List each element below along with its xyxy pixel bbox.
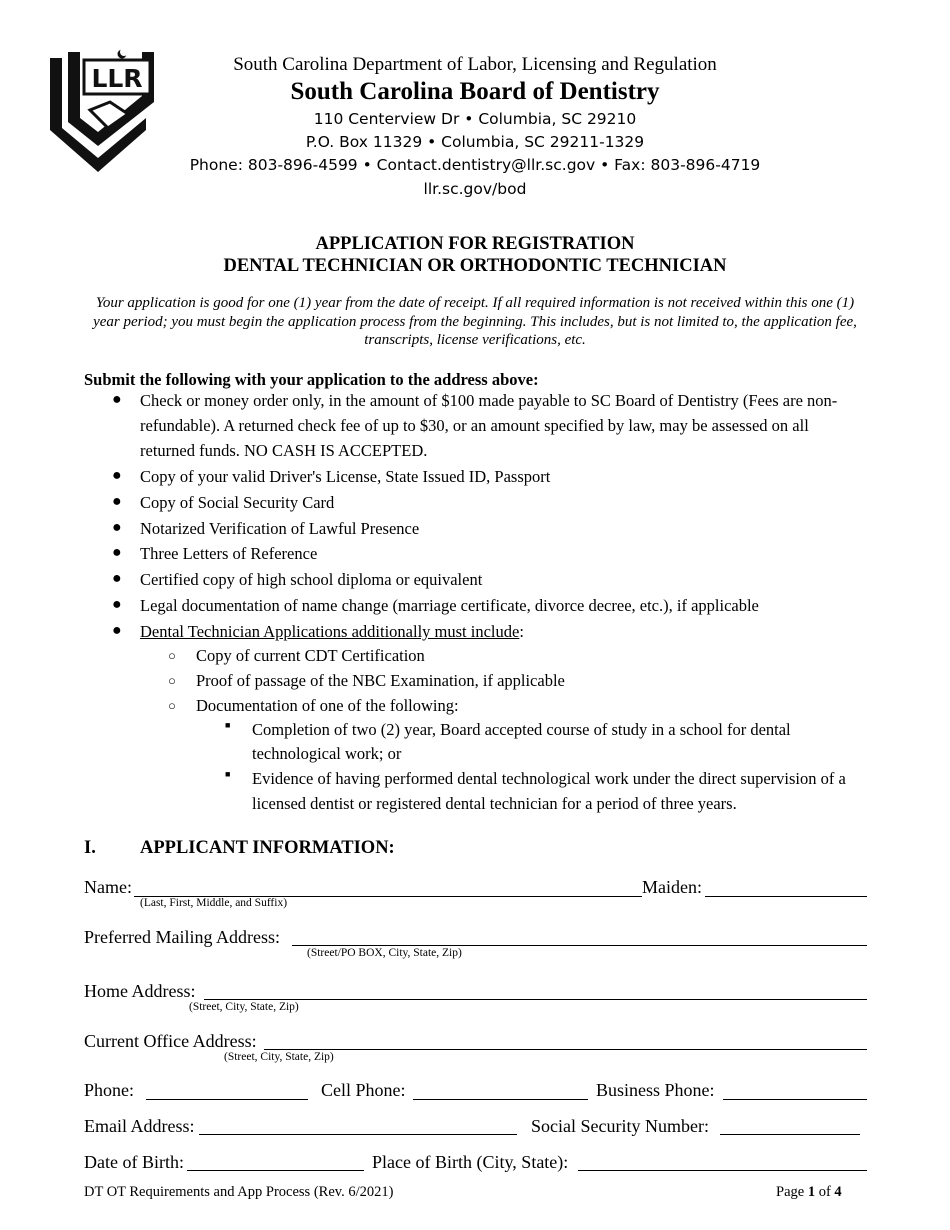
bullet-icon: ●	[112, 570, 122, 587]
sub-item-cdt: Copy of current CDT Certification	[196, 646, 425, 665]
phone-label: Phone:	[84, 1080, 135, 1100]
po-box-address: P.O. Box 11329 • Columbia, SC 29211-1329	[305, 133, 645, 151]
business-phone-field[interactable]	[723, 1099, 867, 1100]
list-item-diploma: Certified copy of high school diploma or equivalent	[140, 570, 483, 589]
section-number: I.	[84, 838, 96, 858]
office-address-hint: (Street, City, State, Zip)	[224, 1051, 334, 1063]
website-link[interactable]: llr.sc.gov/bod	[423, 180, 527, 198]
home-address-label: Home Address:	[84, 981, 196, 1001]
list-item-references: Three Letters of Reference	[140, 544, 318, 563]
pob-field[interactable]	[578, 1170, 867, 1171]
footer-revision: DT OT Requirements and App Process (Rev. 6/2021)	[84, 1184, 394, 1200]
list-item-ss-card: Copy of Social Security Card	[140, 493, 335, 512]
subsub-item-experience-line-1: Evidence of having performed dental technological work under the direct supervision of a	[252, 769, 846, 788]
office-address-field[interactable]	[264, 1049, 867, 1050]
phone-field[interactable]	[146, 1099, 308, 1100]
section-title: APPLICANT INFORMATION:	[140, 838, 395, 858]
business-phone-label: Business Phone:	[596, 1080, 715, 1100]
mailing-address-field[interactable]	[292, 945, 867, 946]
subsub-item-experience-line-2: licensed dentist or registered dental technician for a period of three years.	[252, 794, 737, 813]
cell-phone-label: Cell Phone:	[321, 1080, 406, 1100]
circle-bullet-icon: ○	[168, 698, 176, 713]
page-of: of	[818, 1184, 831, 1200]
bullet-icon: ●	[112, 596, 122, 613]
ssn-label: Social Security Number:	[531, 1116, 709, 1136]
bullet-icon: ●	[112, 622, 122, 639]
cell-phone-field[interactable]	[413, 1099, 588, 1100]
list-item-fee-line-1: Check or money order only, in the amount of $100 made payable to SC Board of Dentistry (Fees are non-	[140, 391, 838, 410]
bullet-icon: ●	[112, 467, 122, 484]
list-item-fee-line-3: returned funds. NO CASH IS ACCEPTED.	[140, 441, 428, 460]
dental-tech-colon: :	[519, 622, 524, 641]
title-line-1: APPLICATION FOR REGISTRATION	[315, 234, 635, 254]
logo-text: LLR	[91, 64, 143, 93]
home-address-hint: (Street, City, State, Zip)	[189, 1001, 299, 1013]
maiden-label: Maiden:	[642, 877, 702, 897]
square-bullet-icon: ■	[225, 769, 231, 779]
subsub-item-course-line-2: technological work; or	[252, 744, 402, 763]
home-address-field[interactable]	[204, 999, 867, 1000]
page-indicator	[776, 1184, 842, 1201]
maiden-field[interactable]	[705, 896, 867, 897]
pob-label: Place of Birth (City, State):	[372, 1152, 569, 1172]
list-item-lawful-presence: Notarized Verification of Lawful Presence	[140, 519, 420, 538]
list-item-name-change: Legal documentation of name change (marriage certificate, divorce decree, etc.), if applicable	[140, 596, 759, 615]
name-hint: (Last, First, Middle, and Suffix)	[140, 897, 288, 909]
sub-item-documentation: Documentation of one of the following:	[196, 696, 459, 715]
bullet-icon: ●	[112, 544, 122, 561]
list-item-fee-line-2: refundable). A returned check fee of up to $30, or an amount specified by law, may be assessed on all	[140, 416, 809, 435]
list-item-dental-tech	[140, 619, 524, 644]
sub-item-nbc: Proof of passage of the NBC Examination, if applicable	[196, 671, 565, 690]
name-label: Name:	[84, 877, 132, 897]
email-field[interactable]	[199, 1134, 517, 1135]
department-name: South Carolina Department of Labor, Licensing and Regulation	[233, 54, 717, 75]
board-name: South Carolina Board of Dentistry	[290, 78, 660, 105]
contact-line: Phone: 803-896-4599 • Contact.dentistry@llr.sc.gov • Fax: 803-896-4719	[189, 156, 761, 174]
submit-heading: Submit the following with your application to the address above:	[84, 370, 539, 389]
mailing-address-hint: (Street/PO BOX, City, State, Zip)	[307, 947, 462, 959]
list-item-id: Copy of your valid Driver's License, State Issued ID, Passport	[140, 467, 551, 486]
office-address-label: Current Office Address:	[84, 1031, 257, 1051]
email-label: Email Address:	[84, 1116, 195, 1136]
dob-label: Date of Birth:	[84, 1152, 184, 1172]
street-address: 110 Centerview Dr • Columbia, SC 29210	[313, 110, 637, 128]
title-line-2: DENTAL TECHNICIAN OR ORTHODONTIC TECHNICIAN	[223, 256, 727, 276]
page-total: 4	[834, 1184, 842, 1200]
bullet-icon: ●	[112, 493, 122, 510]
dob-field[interactable]	[187, 1170, 364, 1171]
circle-bullet-icon: ○	[168, 648, 176, 663]
validity-notice: Your application is good for one (1) year from the date of receipt. If all required information is not received within this one (1) year period; you must begin the application process from the beginning. This includes, but is not limited to, the application fee, transcripts, license verifications, etc.	[93, 295, 857, 348]
ssn-field[interactable]	[720, 1134, 860, 1135]
bullet-icon: ●	[112, 519, 122, 536]
page-current: 1	[807, 1184, 816, 1200]
mailing-address-label: Preferred Mailing Address:	[84, 927, 280, 947]
square-bullet-icon: ■	[225, 720, 231, 730]
circle-bullet-icon: ○	[168, 673, 176, 688]
subsub-item-course-line-1: Completion of two (2) year, Board accepted course of study in a school for dental	[252, 720, 791, 739]
dental-tech-heading: Dental Technician Applications additionally must include	[140, 622, 520, 641]
page-word: Page	[776, 1184, 805, 1200]
bullet-icon: ●	[112, 391, 122, 408]
